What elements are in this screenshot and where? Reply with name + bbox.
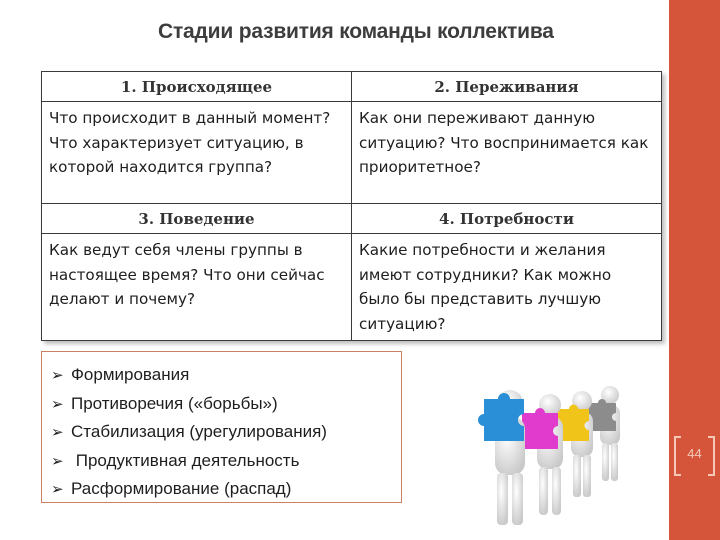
stages-table <box>41 71 662 341</box>
puzzle-piece-magenta-icon <box>522 408 558 449</box>
accent-side-bar <box>669 0 720 540</box>
stage-list <box>41 351 402 503</box>
stage-item <box>51 418 401 447</box>
arrow-bullet-icon: ➢ <box>51 367 64 384</box>
stage-item <box>51 361 401 390</box>
quadrant-text-2: Как они переживают данную ситуацию? Что воспринимается как приоритетное? <box>352 102 662 204</box>
stage-item <box>51 390 401 419</box>
stage-label: Продуктивная деятельность <box>71 450 300 470</box>
quadrant-heading-4: 4. Потребности <box>352 204 662 234</box>
stage-label: Расформирование (распад) <box>71 479 292 499</box>
quadrant-text-1: Что происходит в данный момент? Что характеризует ситуацию, в которой находится группа? <box>42 102 352 204</box>
stage-item <box>51 475 401 504</box>
quadrant-heading-3: 3. Поведение <box>42 204 352 234</box>
quadrant-text-4: Какие потребности и желания имеют сотрудники? Как можно было бы представить лучшую ситуацию? <box>352 234 662 341</box>
quadrant-text-3: Как ведут себя члены группы в настоящее время? Что они сейчас делают и почему? <box>42 234 352 341</box>
puzzle-team-illustration <box>470 355 648 530</box>
page-number: 44 <box>687 446 702 461</box>
arrow-bullet-icon: ➢ <box>51 452 64 470</box>
arrow-bullet-icon: ➢ <box>51 424 64 442</box>
figure-1 <box>478 390 525 525</box>
arrow-bullet-icon: ➢ <box>51 395 64 413</box>
arrow-bullet-icon: ➢ <box>51 481 64 499</box>
puzzle-piece-blue-icon <box>478 393 524 441</box>
figure-2 <box>522 394 563 515</box>
figure-3 <box>558 391 593 497</box>
quadrant-heading-2: 2. Переживания <box>352 72 662 102</box>
quadrant-heading-1: 1. Происходящее <box>42 72 352 102</box>
stage-item <box>51 447 401 476</box>
slide-title: Стадии развития команды коллектива <box>158 20 554 43</box>
stage-label: Противоречия («борьбы») <box>71 393 278 413</box>
stage-label: Формирования <box>71 365 190 384</box>
stage-label: Стабилизация (урегулирования) <box>71 422 327 442</box>
